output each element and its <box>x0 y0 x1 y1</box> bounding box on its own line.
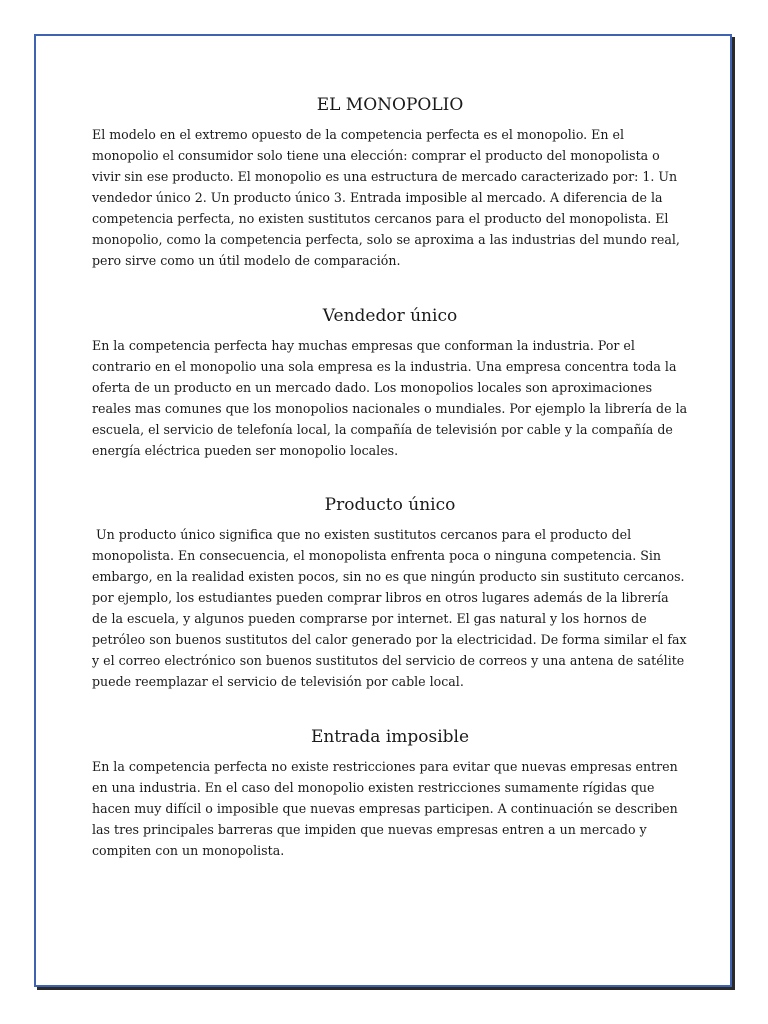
section-body-producto-unico: Un producto único significa que no existen sustitutos cercanos para el producto del monopolista. En consecuencia, el monopolista enfrenta poca o ninguna competencia. Sin embargo, en la realidad existen pocos, sin no es que ningún producto sin sustituto cercanos. por ejemplo, los estudiantes pueden comprar libros en otros lugares además de la librería de la escuela, y algunos pueden comprarse por internet. El gas natural y los hornos de petróleo son buenos sustitutos del calor generado por la electricidad. De forma similar el fax y el correo electrónico son buenos sustitutos del servicio de correos y una antena de satélite puede reemplazar el servicio de televisión por cable local. <box>92 527 691 689</box>
intro-paragraph: El modelo en el extremo opuesto de la competencia perfecta es el monopolio. En el monopolio el consumidor solo tiene una elección: comprar el producto del monopolista o vivir sin ese producto. El monopolio es una estructura de mercado caracterizado por: 1. Un vendedor único 2. Un producto único 3. Entrada imposible al mercado. A diferencia de la competencia perfecta, no existen sustitutos cercanos para el producto del monopolista. El monopolio, como la competencia perfecta, solo se aproxima a las industrias del mundo real, pero sirve como un útil modelo de comparación. <box>92 127 680 268</box>
section-body-vendedor-unico: En la competencia perfecta hay muchas empresas que conforman la industria. Por el contrario en el monopolio una sola empresa es la industria. Una empresa concentra toda la oferta de un producto en un mercado dado. Los monopolios locales son aproximaciones reales mas comunes que los monopolios nacionales o mundiales. Por ejemplo la librería de la escuela, el servicio de telefonía local, la compañía de televisión por cable y la compañía de energía eléctrica pueden ser monopolio locales. <box>92 338 688 458</box>
section-heading-entrada-imposible: Entrada imposible <box>310 727 470 747</box>
document-title: EL MONOPOLIO <box>316 95 464 115</box>
section-heading-producto-unico: Producto único <box>324 495 456 515</box>
document-content <box>92 94 691 861</box>
section-heading-vendedor-unico: Vendedor único <box>322 306 458 326</box>
document-page <box>34 34 732 987</box>
section-body-entrada-imposible: En la competencia perfecta no existe restricciones para evitar que nuevas empresas entren en una industria. En el caso del monopolio existen restricciones sumamente rígidas que hacen muy difícil o imposible que nuevas empresas participen. A continuación se describen las tres principales barreras que impiden que nuevas empresas entren a un mercado y compiten con un monopolista. <box>92 759 678 858</box>
